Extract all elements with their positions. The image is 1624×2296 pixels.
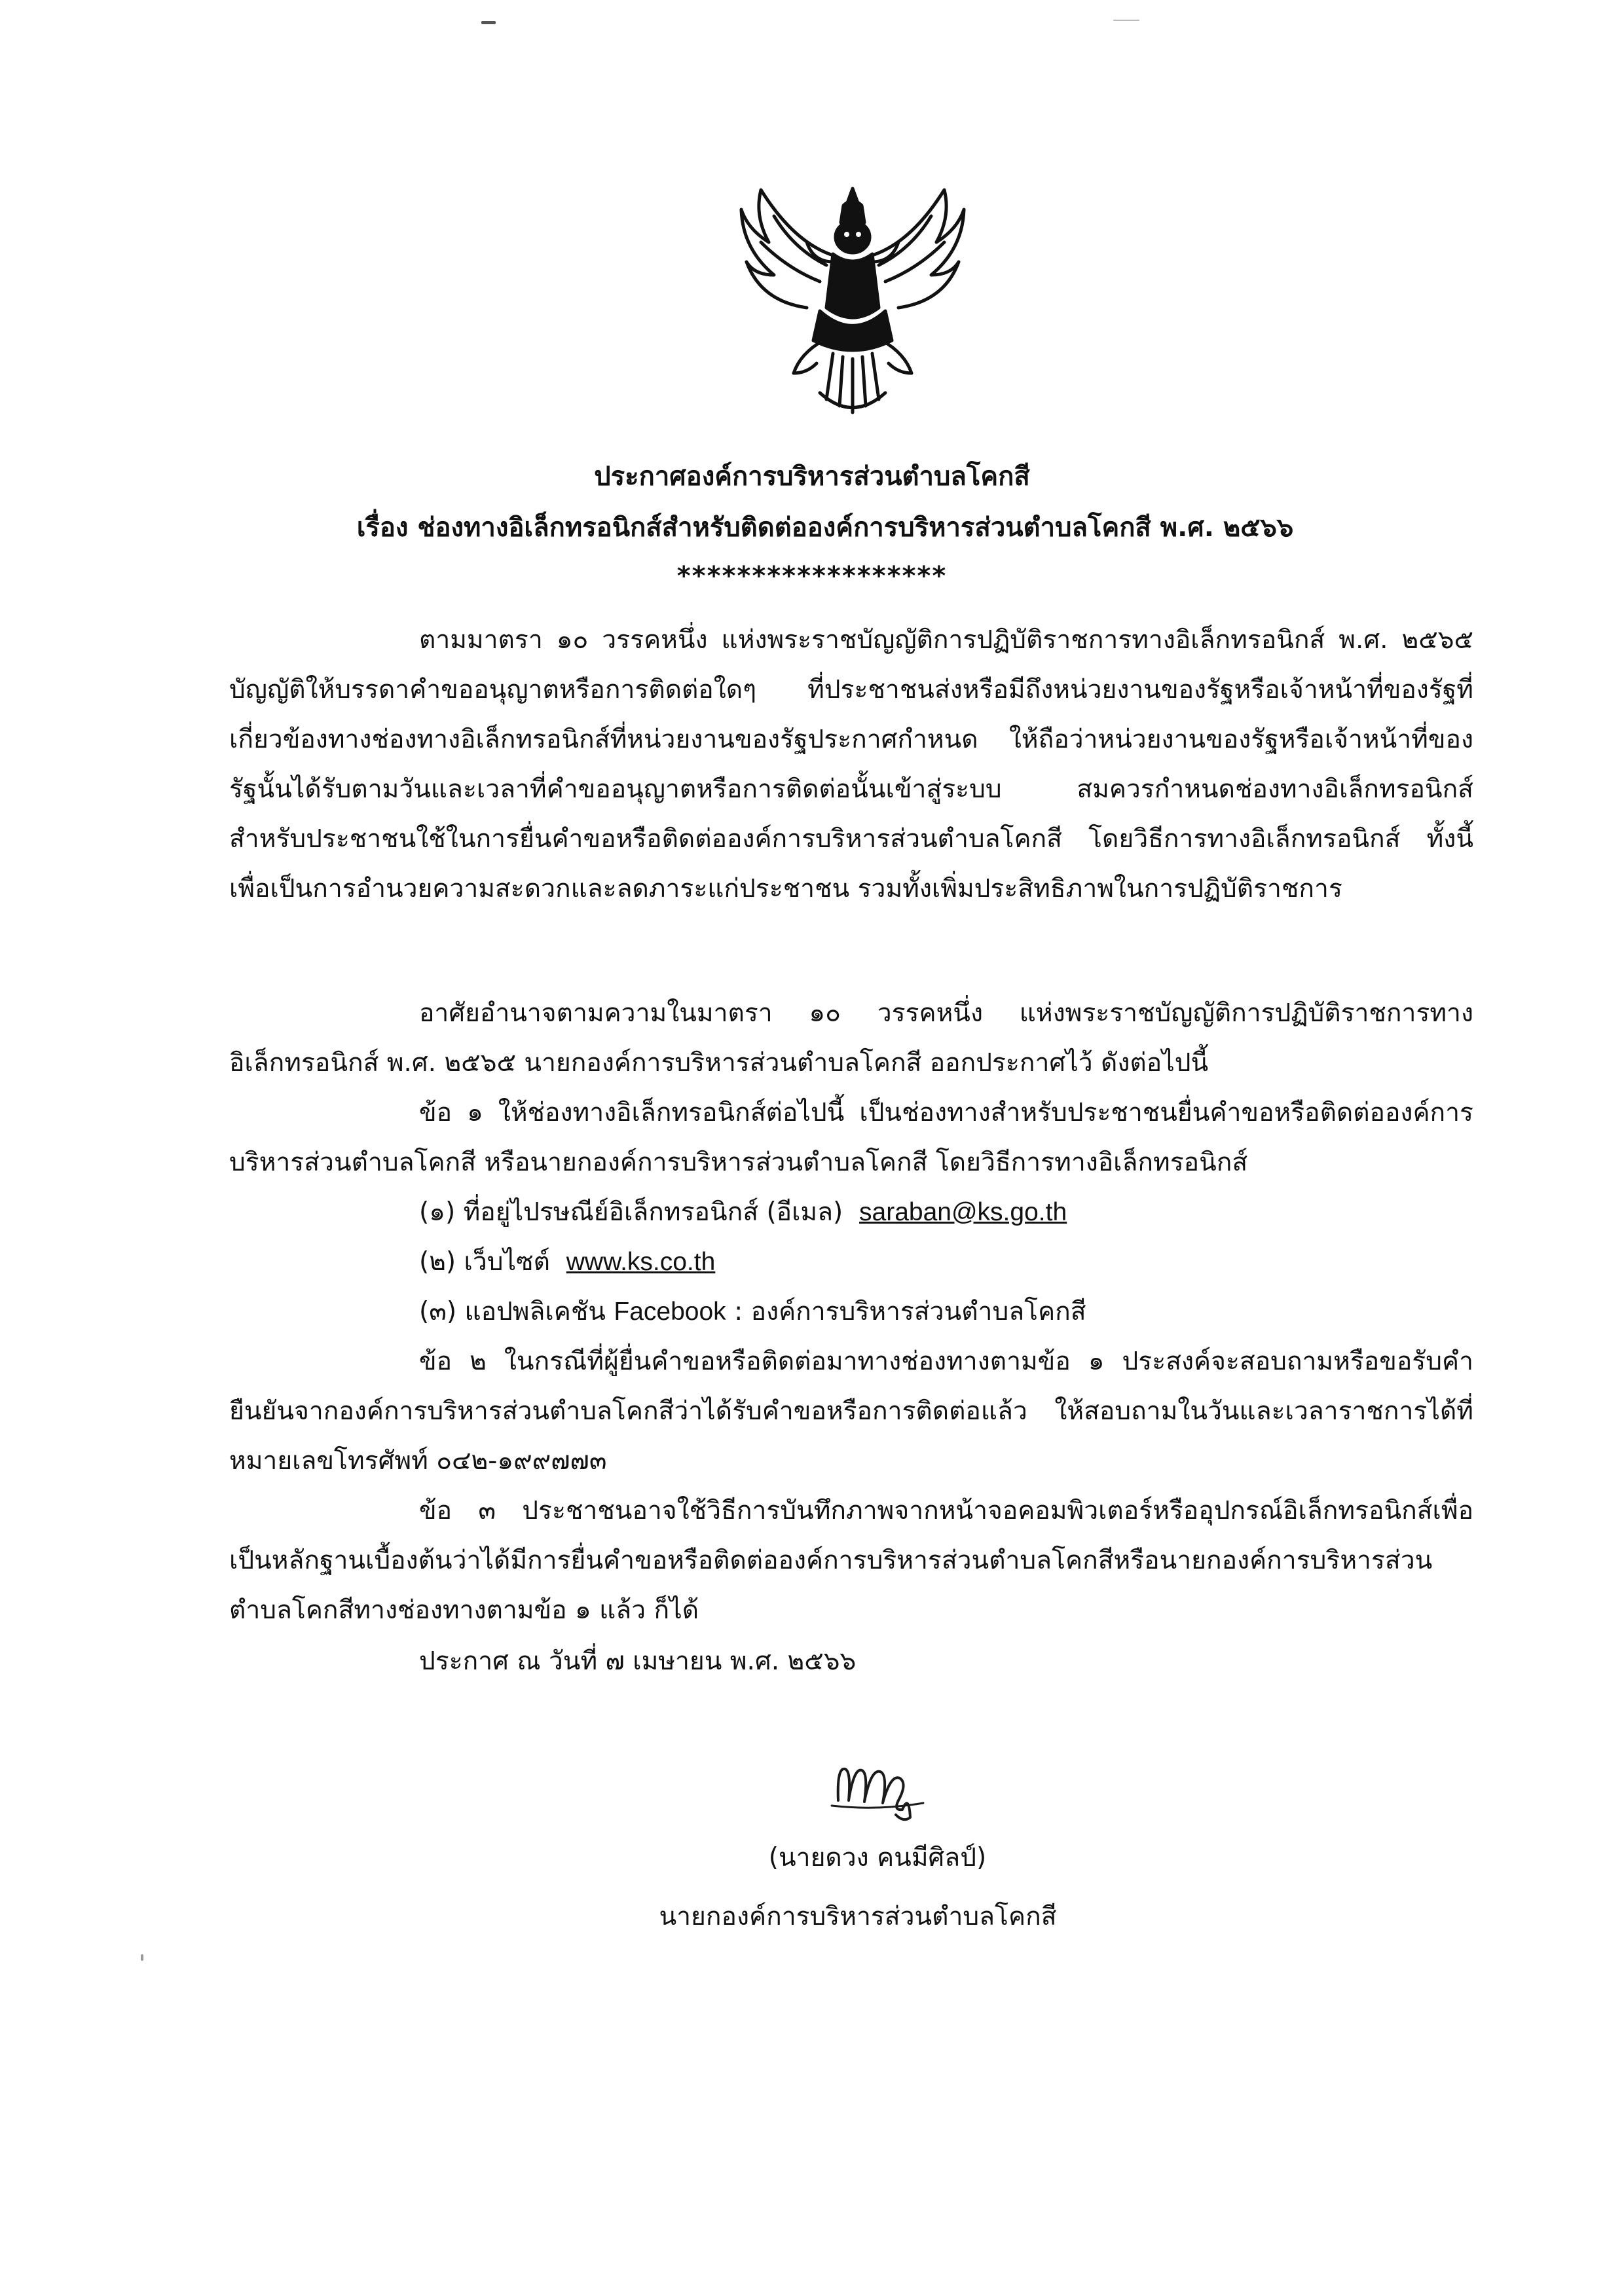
- preamble-section: [229, 615, 1473, 914]
- channel-website: [229, 1237, 1473, 1287]
- scan-speck: [1113, 20, 1139, 21]
- email-link[interactable]: saraban@ks.go.th: [859, 1198, 1067, 1226]
- scan-speck: [481, 21, 496, 24]
- scan-speck: [141, 1954, 143, 1961]
- authority-paragraph: อาศัยอำนาจตามความในมาตรา ๑๐ วรรคหนึ่ง แห่งพระราชบัญญัติการปฏิบัติราชการทางอิเล็กทรอนิกส์ พ.ศ. ๒๕๖๕ นายกองค์การบริหารส่วนตำบลโคกสี ออกประกาศไว้ ดังต่อไปนี้: [229, 998, 1473, 1078]
- announcement-subject: เรื่อง ช่องทางอิเล็กทรอนิกส์สำหรับติดต่อองค์การบริหารส่วนตำบลโคกสี พ.ศ. ๒๕๖๖: [356, 513, 1294, 543]
- channel-facebook-label: (๓) แอปพลิเคชัน: [419, 1297, 606, 1326]
- channel-email-label: (๑) ที่อยู่ไปรษณีย์อิเล็กทรอนิกส์ (อีเมล): [419, 1197, 843, 1227]
- clause-2: ข้อ ๒ ในกรณีที่ผู้ยื่นคำขอหรือติดต่อมาทางช่องทางตามข้อ ๑ ประสงค์จะสอบถามหรือขอรับคำยืนยันจากองค์การบริหารส่วนตำบลโคกสีว่าได้รับคำขอหรือการติดต่อแล้ว ให้สอบถามในวันและเวลาราชการได้ที่หมายเลขโทรศัพท์ ๐๔๒-๑๙๙๗๗๓: [229, 1347, 1473, 1476]
- website-link[interactable]: www.ks.co.th: [566, 1248, 716, 1276]
- preamble-paragraph: ตามมาตรา ๑๐ วรรคหนึ่ง แห่งพระราชบัญญัติการปฏิบัติราชการทางอิเล็กทรอนิกส์ พ.ศ. ๒๕๖๕ บัญญัติให้บรรดาคำขออนุญาตหรือการติดต่อใดๆ ที่ประชาชนส่งหรือมีถึงหน่วยงานของรัฐหรือเจ้าหน้าที่ของรัฐที่เกี่ยวข้องทางช่องทางอิเล็กทรอนิกส์ที่หน่วยงานของรัฐประกาศกำหนด ให้ถือว่าหน่วยงานของรัฐหรือเจ้าหน้าที่ของรัฐนั้นได้รับตามวันและเวลาที่คำขออนุญาตหรือการติดต่อนั้นเข้าสู่ระบบ สมควรกำหนดช่องทางอิเล็กทรอนิกส์สำหรับประชาชนใช้ในการยื่นคำขอหรือติดต่อองค์การบริหารส่วนตำบลโคกสี โดยวิธีการทางอิเล็กทรอนิกส์ ทั้งนี้ เพื่อเป็นการอำนวยความสะดวกและลดภาระแก่ประชาชน รวมทั้งเพิ่มประสิทธิภาพในการปฏิบัติราชการ: [229, 625, 1473, 903]
- channel-email: [229, 1188, 1473, 1237]
- clauses-section: [229, 989, 1473, 1635]
- garuda-emblem-icon: [735, 177, 970, 426]
- signer-title: นายกองค์การบริหารส่วนตำบลโคกสี: [659, 1902, 1057, 1931]
- channel-website-label: (๒) เว็บไซต์: [419, 1247, 550, 1277]
- facebook-page-name: : องค์การบริหารส่วนตำบลโคกสี: [734, 1297, 1086, 1326]
- title-separator: ******************: [676, 561, 948, 591]
- announcement-title: ประกาศองค์การบริหารส่วนตำบลโคกสี: [594, 462, 1030, 492]
- facebook-app-name: Facebook: [614, 1298, 726, 1326]
- channel-facebook: [229, 1287, 1473, 1337]
- handwritten-signature: [825, 1755, 936, 1827]
- clause-1: ข้อ ๑ ให้ช่องทางอิเล็กทรอนิกส์ต่อไปนี้ เป็นช่องทางสำหรับประชาชนยื่นคำขอหรือติดต่อองค์การบริหารส่วนตำบลโคกสี หรือนายกองค์การบริหารส่วนตำบลโคกสี โดยวิธีการทางอิเล็กทรอนิกส์: [229, 1098, 1473, 1177]
- announcement-date: ประกาศ ณ วันที่ ๗ เมษายน พ.ศ. ๒๕๖๖: [419, 1647, 857, 1676]
- clause-3: ข้อ ๓ ประชาชนอาจใช้วิธีการบันทึกภาพจากหน้าจอคอมพิวเตอร์หรืออุปกรณ์อิเล็กทรอนิกส์เพื่อเป็นหลักฐานเบื้องต้นว่าได้มีการยื่นคำขอหรือติดต่อองค์การบริหารส่วนตำบลโคกสีหรือนายกองค์การบริหารส่วนตำบลโคกสีทางช่องทางตามข้อ ๑ แล้ว ก็ได้: [229, 1496, 1473, 1625]
- signer-name: (นายดวง คนมีศิลป์): [768, 1843, 987, 1872]
